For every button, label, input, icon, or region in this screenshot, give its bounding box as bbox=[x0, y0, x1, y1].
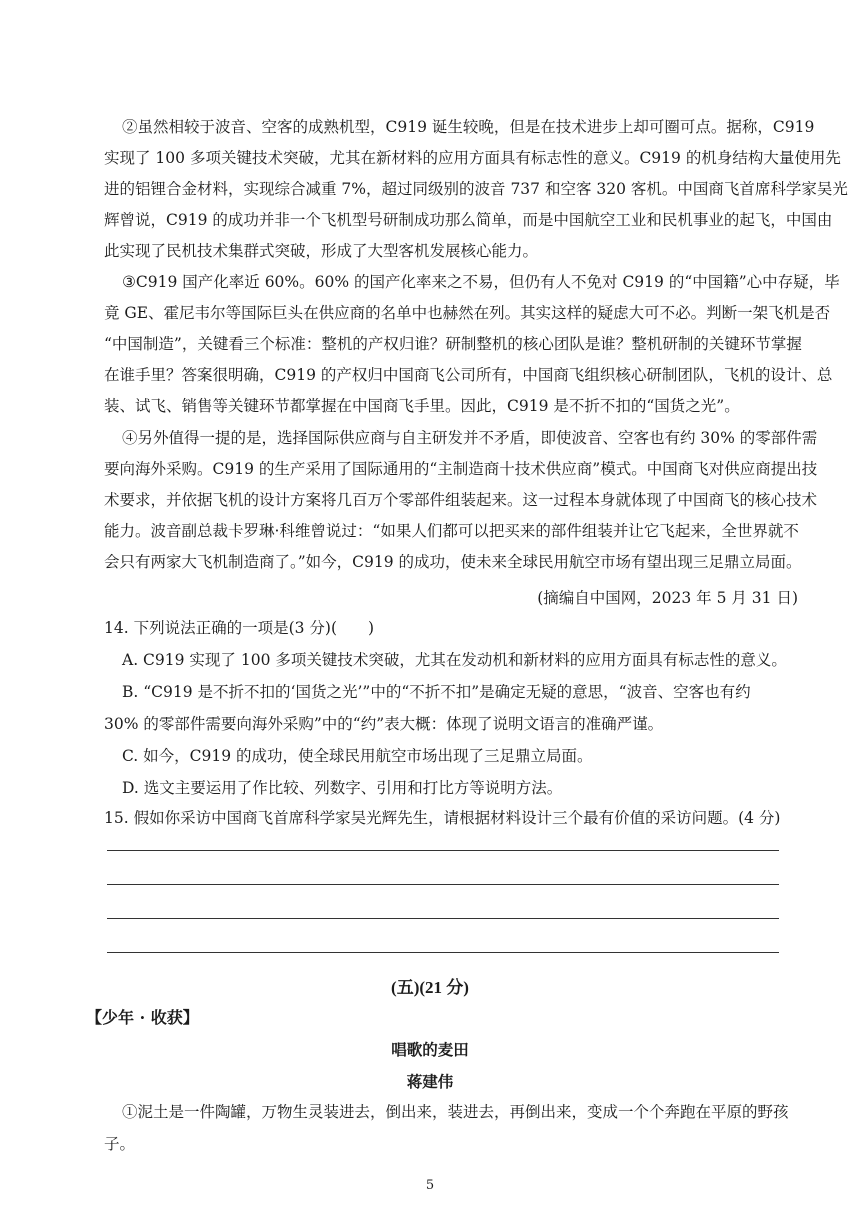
paragraph-line: 实现了 100 多项关键技术突破，尤其在新材料的应用方面具有标志性的意义。C919 的机身结构大量使用先 bbox=[104, 149, 841, 167]
option-a: A. C919 实现了 100 多项关键技术突破，尤其在发动机和新材料的应用方面具有标志性的意义。 bbox=[122, 651, 787, 669]
option-b-continued: 30% 的零部件需要向海外采购”中的“约”表大概：体现了说明文语言的准确严谨。 bbox=[104, 715, 664, 733]
paragraph-line: “中国制造”，关键看三个标准：整机的产权归谁？研制整机的核心团队是谁？整机研制的关键环节掌握 bbox=[104, 335, 802, 353]
answer-line[interactable] bbox=[107, 850, 779, 851]
paragraph-line: ②虽然相较于波音、空客的成熟机型，C919 诞生较晚，但是在技术进步上却可圈可点。据称，C919 bbox=[122, 118, 815, 136]
option-d: D. 选文主要运用了作比较、列数字、引用和打比方等说明方法。 bbox=[122, 779, 563, 797]
paragraph-line: 会只有两家大飞机制造商了。”如今，C919 的成功，使未来全球民用航空市场有望出现三足鼎立局面。 bbox=[104, 553, 802, 571]
question-stem: 15. 假如你采访中国商飞首席科学家吴光辉先生，请根据材料设计三个最有价值的采访问题。(4 分) bbox=[104, 809, 781, 827]
option-b: B. “C919 是不折不扣的‘国货之光’”中的“不折不扣”是确定无疑的意思，“波音、空客也有约 bbox=[122, 683, 751, 701]
paragraph-line: 在谁手里？答案很明确，C919 的产权归中国商飞公司所有，中国商飞组织核心研制团队，飞机的设计、总 bbox=[104, 366, 833, 384]
paragraph-line: ③C919 国产化率近 60%。60% 的国产化率来之不易，但仍有人不免对 C919 的“中国籍”心中存疑，毕 bbox=[122, 273, 840, 291]
paragraph-line: 子。 bbox=[104, 1135, 136, 1153]
paragraph-line: 竟 GE、霍尼韦尔等国际巨头在供应商的名单中也赫然在列。其实这样的疑虑大可不必。判断一架飞机是否 bbox=[104, 304, 831, 322]
answer-line[interactable] bbox=[107, 952, 779, 953]
paragraph-line: 进的铝锂合金材料，实现综合减重 7%，超过同级别的波音 737 和空客 320 客机。中国商飞首席科学家吴光 bbox=[104, 180, 848, 198]
page-number: 5 bbox=[425, 1178, 435, 1193]
answer-line[interactable] bbox=[107, 884, 779, 885]
article-author: 蒋建伟 bbox=[406, 1072, 454, 1091]
question-stem: 14. 下列说法正确的一项是(3 分)( ) bbox=[104, 619, 375, 637]
paragraph-line: 辉曾说，C919 的成功并非一个飞机型号研制成功那么简单，而是中国航空工业和民机事业的起飞，中国由 bbox=[104, 211, 833, 229]
answer-line[interactable] bbox=[107, 918, 779, 919]
paragraph-line: 此实现了民机技术集群式突破，形成了大型客机发展核心能力。 bbox=[104, 242, 539, 260]
paragraph-line: 要向海外采购。C919 的生产采用了国际通用的“主制造商十技术供应商”模式。中国商飞对供应商提出技 bbox=[104, 460, 818, 478]
section-heading: (五)(21 分) bbox=[391, 978, 469, 997]
paragraph-line: 装、试飞、销售等关键环节都掌握在中国商飞手里。因此，C919 是不折不扣的“国货之光”。 bbox=[104, 397, 740, 415]
paragraph-line: ④另外值得一提的是，选择国际供应商与自主研发并不矛盾，即使波音、空客也有约 30% 的零部件需 bbox=[122, 429, 818, 447]
paragraph-line: 能力。波音副总裁卡罗琳·科维曾说过：“如果人们都可以把买来的部件组装并让它飞起来，全世界就不 bbox=[104, 522, 799, 540]
paragraph-line: ①泥土是一件陶罐，万物生灵装进去，倒出来，装进去，再倒出来，变成一个个奔跑在平原的野孩 bbox=[122, 1103, 789, 1121]
paragraph-line: 术要求，并依据飞机的设计方案将几百万个零部件组装起来。这一过程本身就体现了中国商飞的核心技术 bbox=[104, 491, 818, 509]
option-c: C. 如今，C919 的成功，使全球民用航空市场出现了三足鼎立局面。 bbox=[122, 747, 593, 765]
source-citation: (摘编自中国网，2023 年 5 月 31 日) bbox=[537, 589, 798, 607]
section-tag: 【少年 · 收获】 bbox=[86, 1008, 199, 1027]
article-title: 唱歌的麦田 bbox=[391, 1040, 469, 1059]
